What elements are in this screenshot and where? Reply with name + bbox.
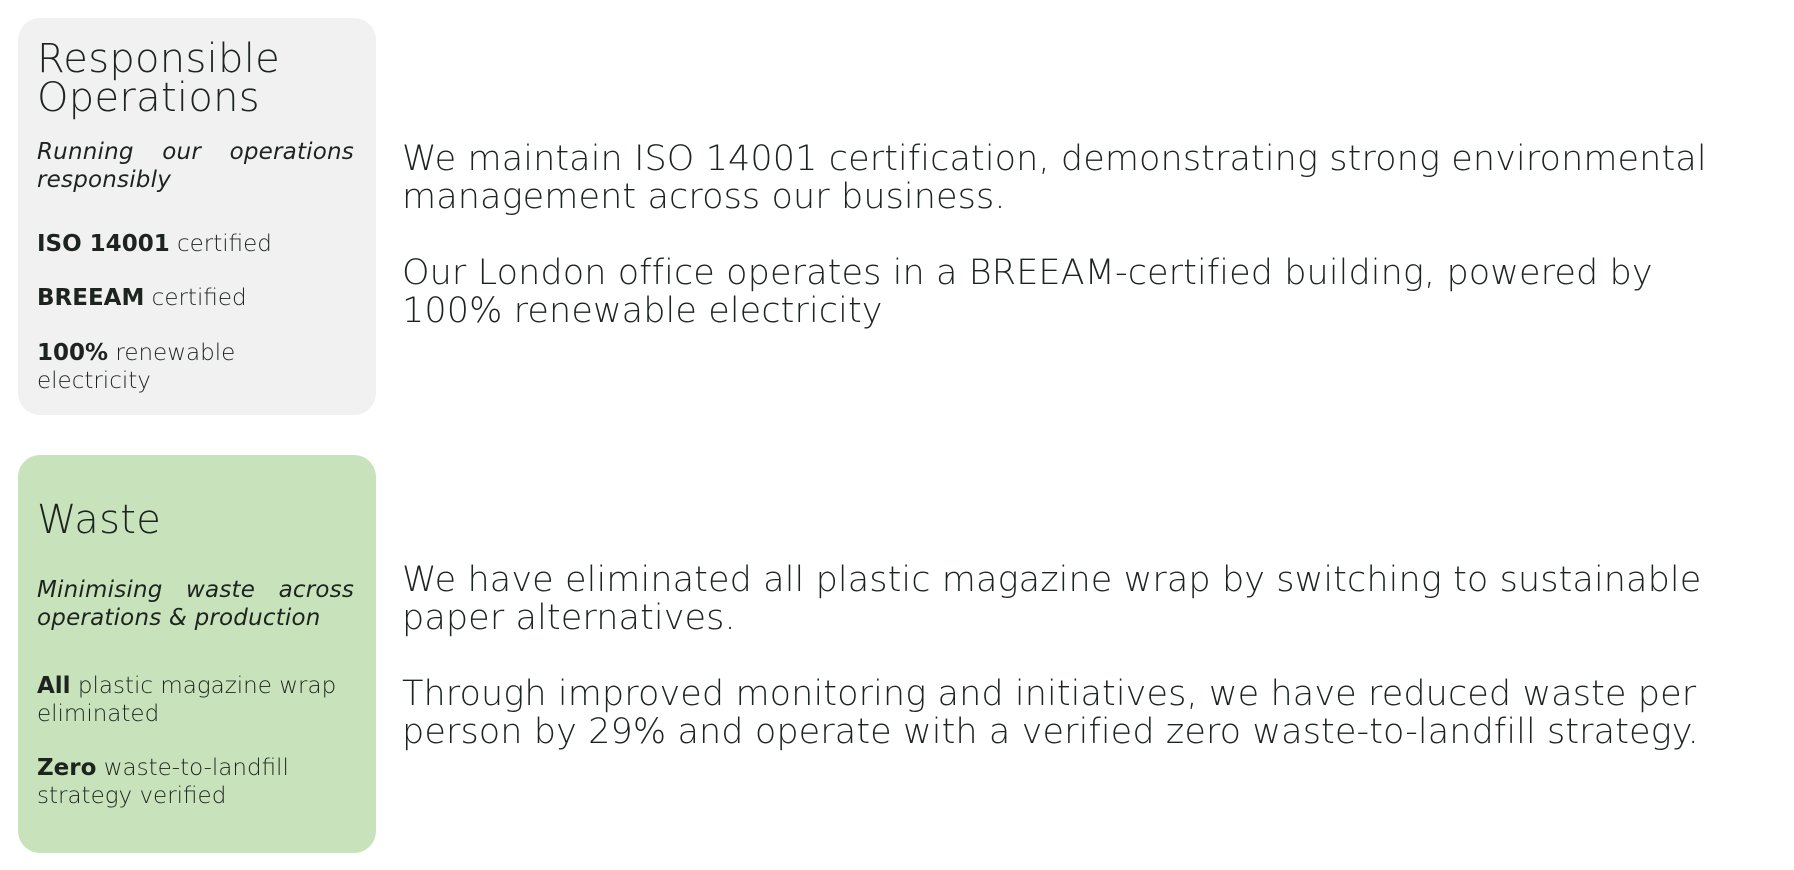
stat-text: plastic magazine wrap eliminated: [37, 673, 337, 727]
waste-paragraph-plastic: We have eliminated all plastic magazine wrap by switching to sustainable paper alternatives.: [402, 560, 1702, 638]
stat-breeam: [37, 284, 354, 312]
stat-text: certified: [169, 231, 272, 257]
card-title: Waste: [37, 497, 162, 543]
stat-plastic-wrap: [37, 672, 354, 728]
stat-text: waste-to-landfill strategy verified: [37, 755, 289, 809]
stat-text: renewable electricity: [37, 340, 236, 394]
stat-highlight: All: [37, 673, 71, 699]
card-title: Responsible Operations: [37, 36, 281, 121]
stat-highlight: Zero: [37, 755, 97, 781]
stat-highlight: 100%: [37, 340, 109, 366]
responsible-operations-card: [18, 18, 376, 415]
waste-description: [402, 561, 1722, 751]
operations-paragraph-office: Our London office operates in a BREEAM-certified building, powered by 100% renewable electricity: [402, 253, 1653, 331]
stat-renewable-electricity: [37, 339, 354, 395]
waste-card: [18, 455, 376, 853]
operations-description: [402, 140, 1722, 330]
stat-text: certified: [144, 285, 247, 311]
card-subtitle: Running our operations responsibly: [37, 139, 354, 193]
operations-paragraph-iso: We maintain ISO 14001 certification, demonstrating strong environmental management across our business.: [402, 139, 1707, 217]
stat-highlight: ISO 14001: [37, 231, 170, 257]
stat-highlight: BREEAM: [37, 285, 145, 311]
stat-iso-14001: [37, 230, 354, 258]
waste-paragraph-monitoring: Through improved monitoring and initiatives, we have reduced waste per person by 29% and operate with a verified zero waste-to-landfill strategy.: [402, 674, 1699, 752]
card-subtitle: Minimising waste across operations & production: [37, 577, 354, 631]
stat-zero-landfill: [37, 754, 354, 810]
